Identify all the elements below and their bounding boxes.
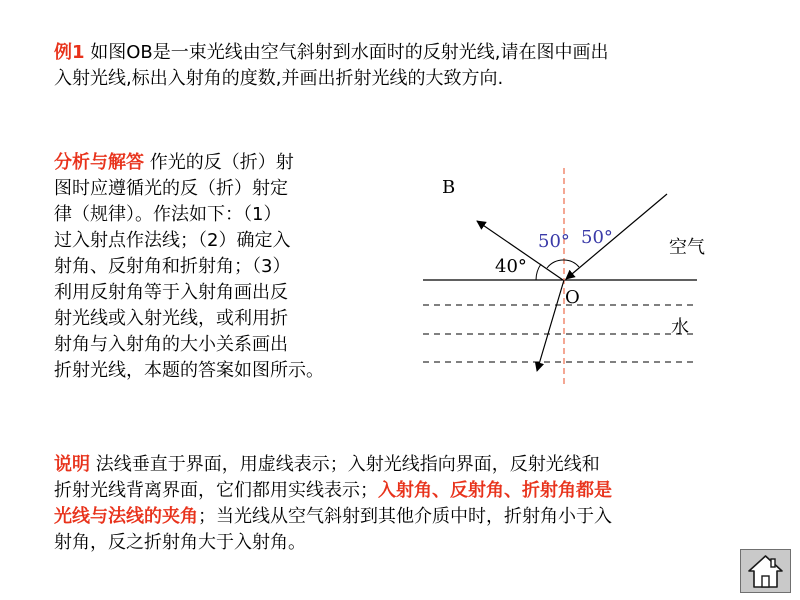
note-text-3: ；当光线从空气斜射到其他介质中时，折射角小于入 bbox=[198, 506, 612, 527]
note-line-4: 射角，反之折射角大于入射角。 bbox=[54, 532, 306, 553]
note-emphasis-2: 光线与法线的夹角 bbox=[54, 506, 198, 527]
analysis-line-8: 射角与入射角的大小关系画出 bbox=[54, 334, 288, 355]
label-o: O bbox=[565, 287, 580, 308]
medium-water-label: 水 bbox=[671, 317, 689, 338]
medium-air-label: 空气 bbox=[669, 237, 705, 258]
analysis-line-9: 折射光线，本题的答案如图所示。 bbox=[54, 360, 324, 381]
example-text-1: 如图OB是一束光线由空气斜射到水面时的反射光线,请在图中画出 bbox=[84, 42, 609, 63]
analysis-line-5: 射角、反射角和折射角；（3） bbox=[54, 256, 291, 277]
analysis-line-4: 过入射点作法线；（2）确定入 bbox=[54, 230, 291, 251]
note-text-1: 法线垂直于界面，用虚线表示；入射光线指向界面，反射光线和 bbox=[90, 454, 600, 475]
note-paragraph bbox=[54, 452, 754, 556]
analysis-line-6: 利用反射角等于入射角画出反 bbox=[54, 282, 288, 303]
note-text-2: 折射光线背离界面，它们都用实线表示； bbox=[54, 480, 378, 501]
angle-arc-50-right bbox=[564, 260, 579, 267]
angle-40-label: 40° bbox=[495, 256, 527, 277]
refracted-ray bbox=[537, 280, 564, 371]
angle-50-left-label: 50° bbox=[538, 231, 570, 252]
label-b: B bbox=[442, 177, 456, 198]
home-icon bbox=[741, 550, 790, 592]
note-label: 说明 bbox=[54, 454, 90, 475]
analysis-line-2: 图时应遵循光的反（折）射定 bbox=[54, 178, 288, 199]
angle-arc-50-left bbox=[547, 260, 564, 268]
analysis-line-7: 射光线或入射光线，或利用折 bbox=[54, 308, 288, 329]
analysis-label: 分析与解答 bbox=[54, 152, 144, 173]
note-line-3 bbox=[54, 504, 754, 530]
example-line-2: 入射光线,标出入射角的度数,并画出折射光线的大致方向. bbox=[54, 68, 504, 89]
note-line-2 bbox=[54, 478, 754, 504]
note-emphasis-1: 入射角、反射角、折射角都是 bbox=[378, 480, 612, 501]
angle-50-right-label: 50° bbox=[581, 227, 613, 248]
home-button[interactable] bbox=[740, 549, 791, 593]
analysis-line-3: 律（规律）。作法如下：（1） bbox=[54, 204, 282, 225]
analysis-text-1: 作光的反（折）射 bbox=[144, 152, 294, 173]
note-line-1 bbox=[54, 452, 754, 478]
example-label: 例1 bbox=[54, 42, 85, 63]
angle-arc-40 bbox=[536, 264, 541, 280]
